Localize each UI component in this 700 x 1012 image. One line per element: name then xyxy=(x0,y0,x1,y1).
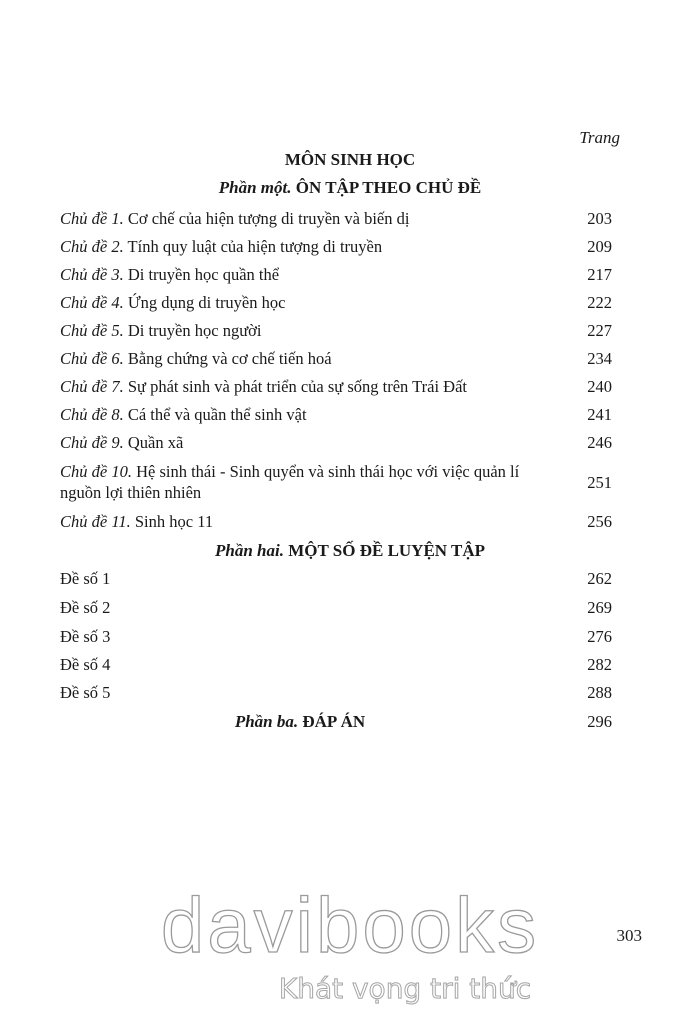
exam-page: 288 xyxy=(587,683,612,702)
topic-page: 246 xyxy=(587,433,612,452)
topic-text: Sự phát sinh và phát triển của sự sống trên Trái Đất xyxy=(127,377,467,396)
toc-topic-4[interactable] xyxy=(60,292,612,313)
toc-topic-6[interactable] xyxy=(60,348,612,369)
part-two-prefix: Phần hai. xyxy=(214,541,284,560)
toc-topic-1[interactable] xyxy=(60,208,612,229)
part-one-heading xyxy=(0,178,700,198)
exam-label: Đề số 3 xyxy=(60,627,111,646)
exam-page: 269 xyxy=(587,598,612,617)
topic-text: Cơ chế của hiện tượng di truyền và biến dị xyxy=(127,209,410,228)
topic-page: 217 xyxy=(587,265,612,284)
topic-page: 256 xyxy=(587,512,612,531)
part-one-prefix: Phần một. xyxy=(218,178,292,197)
toc-topic-9[interactable] xyxy=(60,432,612,453)
topic-text: Cá thể và quần thể sinh vật xyxy=(127,405,307,424)
topic-text: Di truyền học quần thể xyxy=(127,265,280,284)
part-three-prefix: Phần ba. xyxy=(234,712,299,731)
page-number: 303 xyxy=(616,926,642,945)
topic-page: 209 xyxy=(587,237,612,256)
part-one-title: ÔN TẬP THEO CHỦ ĐỀ xyxy=(295,178,482,197)
topic-text: Quần xã xyxy=(127,433,184,452)
topic-text: Di truyền học người xyxy=(127,321,262,340)
topic-page: 203 xyxy=(587,209,612,228)
toc-topic-11[interactable] xyxy=(60,511,612,532)
topic-page: 227 xyxy=(587,321,612,340)
topic-page: 234 xyxy=(587,349,612,368)
exam-page: 276 xyxy=(587,627,612,646)
part-three-title: ĐÁP ÁN xyxy=(302,712,366,731)
subject-title: MÔN SINH HỌC xyxy=(284,150,416,169)
topic-prefix: Chủ đề 6. xyxy=(60,349,124,368)
topic-prefix: Chủ đề 4. xyxy=(60,293,124,312)
davibooks-watermark xyxy=(140,876,560,1006)
watermark-brand: davibooks xyxy=(160,881,540,969)
topic-page: 222 xyxy=(587,293,612,312)
topic-text: Bằng chứng và cơ chế tiến hoá xyxy=(127,349,332,368)
toc-topic-10[interactable] xyxy=(60,461,612,503)
exam-page: 262 xyxy=(587,569,612,588)
toc-exam-3[interactable] xyxy=(60,626,612,647)
toc-topic-2[interactable] xyxy=(60,236,612,257)
topic-prefix: Chủ đề 7. xyxy=(60,377,124,396)
topic-prefix: Chủ đề 8. xyxy=(60,405,124,424)
topic-text: Ứng dụng di truyền học xyxy=(127,293,286,312)
exam-label: Đề số 2 xyxy=(60,598,111,617)
topic-page: 241 xyxy=(587,405,612,424)
exam-label: Đề số 4 xyxy=(60,655,111,674)
topic-text: Tính quy luật của hiện tượng di truyền xyxy=(127,237,383,256)
toc-topic-5[interactable] xyxy=(60,320,612,341)
topic-text: Sinh học 11 xyxy=(134,512,214,531)
topic-prefix: Chủ đề 9. xyxy=(60,433,124,452)
toc-topic-8[interactable] xyxy=(60,404,612,425)
watermark-slogan: Khát vọng tri thức xyxy=(278,972,532,1005)
topic-prefix: Chủ đề 11. xyxy=(60,512,131,531)
topic-prefix: Chủ đề 3. xyxy=(60,265,124,284)
topic-text: Hệ sinh thái - Sinh quyển và sinh thái học với việc quản lí nguồn lợi thiên nhiên xyxy=(60,462,520,502)
toc-exam-2[interactable] xyxy=(60,597,612,618)
topic-prefix: Chủ đề 1. xyxy=(60,209,124,228)
part-two-title: MỘT SỐ ĐỀ LUYỆN TẬP xyxy=(288,541,486,560)
part-two-heading xyxy=(0,541,700,561)
exam-label: Đề số 1 xyxy=(60,569,111,588)
toc-topic-3[interactable] xyxy=(60,264,612,285)
part-three-page: 296 xyxy=(587,712,612,731)
topic-prefix: Chủ đề 10. xyxy=(60,462,132,481)
part-three-heading[interactable] xyxy=(0,712,700,734)
topic-prefix: Chủ đề 5. xyxy=(60,321,124,340)
toc-exam-1[interactable] xyxy=(60,568,612,589)
toc-exam-4[interactable] xyxy=(60,654,612,675)
exam-page: 282 xyxy=(587,655,612,674)
toc-exam-5[interactable] xyxy=(60,682,612,703)
trang-label: Trang xyxy=(579,128,620,147)
toc-topic-7[interactable] xyxy=(60,376,612,397)
topic-page: 240 xyxy=(587,377,612,396)
topic-page: 251 xyxy=(587,473,612,492)
topic-prefix: Chủ đề 2. xyxy=(60,237,124,256)
exam-label: Đề số 5 xyxy=(60,683,111,702)
